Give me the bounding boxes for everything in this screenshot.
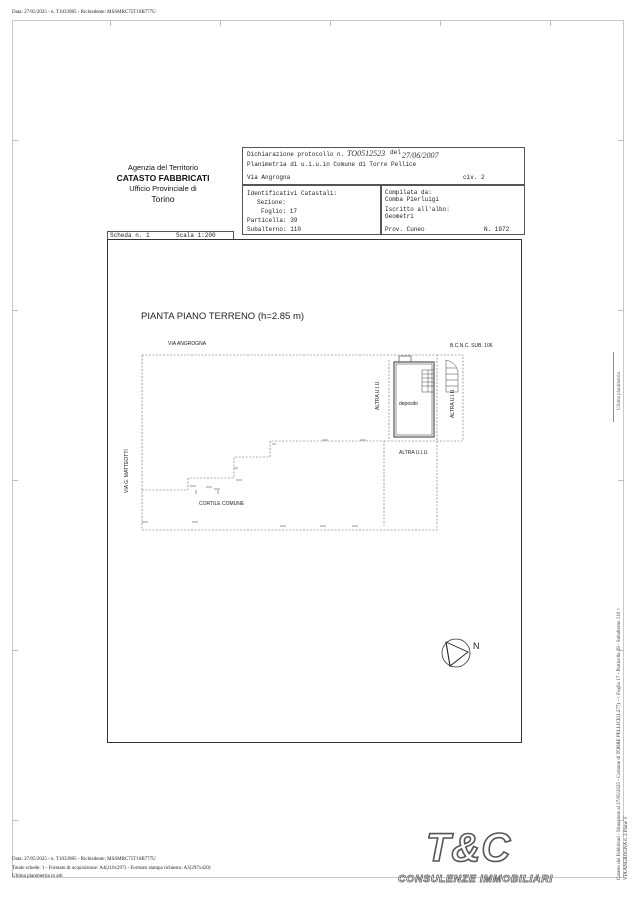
- side-mark-line: [613, 352, 614, 422]
- tc-logo-mark: T&C: [426, 826, 512, 870]
- planimetria-line: Planimetria di u.i.u.in Comune di Torre Pellice: [247, 161, 417, 168]
- altra-uiu-bottom: ALTRA U.I.U.: [399, 450, 429, 456]
- subalterno-field: Subalterno: 110: [247, 226, 302, 233]
- scheda-number: Scheda n. 1: [110, 232, 150, 239]
- sezione-field: Sezione:: [257, 199, 286, 206]
- footer-line1: Data: 27/05/2025 - n. T1033985 - Richiedente: MSSMRC75T10B777U: [12, 857, 156, 862]
- particella-field: Particella: 39: [247, 217, 298, 224]
- footer-line3: Ultima planimetria in atti: [12, 874, 63, 879]
- altra-uiu-vertical-left: ALTRA U.I.U.: [375, 380, 381, 410]
- footer-line2: Totale schede: 1 - Formato di acquisizione: A4(210x297) - Formato stampa richiesto: A3(297x420): [12, 866, 211, 871]
- property-boundary: [142, 355, 437, 530]
- catasto-title: CATASTO FABBRICATI: [116, 173, 210, 183]
- ufficio-label: Ufficio Provinciale di: [129, 184, 197, 193]
- provincia: Prov. Cuneo: [385, 226, 425, 233]
- protocollo-date: 27/06/2007: [402, 151, 439, 160]
- bcnc-label: B.C.N.C. SUB. 106: [450, 343, 493, 349]
- via-matteotti-label: VIA G. MATTEOTTI: [124, 449, 130, 493]
- tc-logo-tagline: CONSULENZE IMMOBILIARI: [398, 873, 553, 885]
- civico: civ. 2: [463, 174, 485, 181]
- dichiarazione-label: Dichiarazione protocollo n.: [247, 151, 345, 158]
- altra-uiu-vertical-right: ALTRA U.I.U.: [450, 388, 456, 418]
- north-arrow-icon: [442, 639, 470, 667]
- albo-number: N. 1972: [484, 226, 510, 233]
- stairs-right: [446, 360, 458, 392]
- side-info-line1: Catasto dei Fabbricati - Situazione al 27/05/2025 - Comune di TORRE PELLICE(L277) - < Foglio 17 - Particella 39 - Subalterno 110 >: [617, 607, 622, 880]
- side-stamp-small: Ultima planimetria: [617, 372, 622, 410]
- iscritto-label: Iscritto all'albo:: [385, 206, 450, 213]
- top-stamp: Data: 27/05/2025 - n. T1033985 - Richiedente: MSSMRC75T10B777U: [12, 10, 156, 15]
- albo-value: Geometri: [385, 213, 414, 220]
- stepped-boundary: [142, 441, 384, 526]
- side-info-line2: VIA ANGROGNA n. 2 Piano T: [624, 816, 629, 880]
- wall-ticks: [142, 440, 366, 526]
- tc-logo: [398, 826, 574, 890]
- deposito-room-inner: [396, 364, 432, 435]
- ufficio-city: Torino: [151, 194, 175, 204]
- deposito-chimney: [399, 356, 411, 362]
- north-label: N: [473, 641, 480, 651]
- deposito-label: deposito: [399, 401, 418, 407]
- plan-title: PIANTA PIANO TERRENO (h=2.85 m): [141, 311, 305, 322]
- protocollo-number: TO0512523: [347, 149, 386, 158]
- identificativi-label: Identificativi Catastali:: [247, 190, 338, 197]
- via-angrogna-label: VIA ANGROGNA: [168, 341, 207, 347]
- via-line: Via Angrogna: [247, 174, 291, 181]
- agency-name: Agenzia del Territorio: [127, 163, 199, 172]
- cortile-label: CORTILE COMUNE: [199, 501, 245, 507]
- compilatore-name: Comba Pierluigi: [385, 196, 440, 203]
- foglio-field: Foglio: 17: [261, 208, 298, 215]
- del-label: del: [390, 149, 401, 156]
- scala-value: Scala 1:200: [176, 232, 216, 239]
- compilata-label: Compilata da:: [385, 189, 432, 196]
